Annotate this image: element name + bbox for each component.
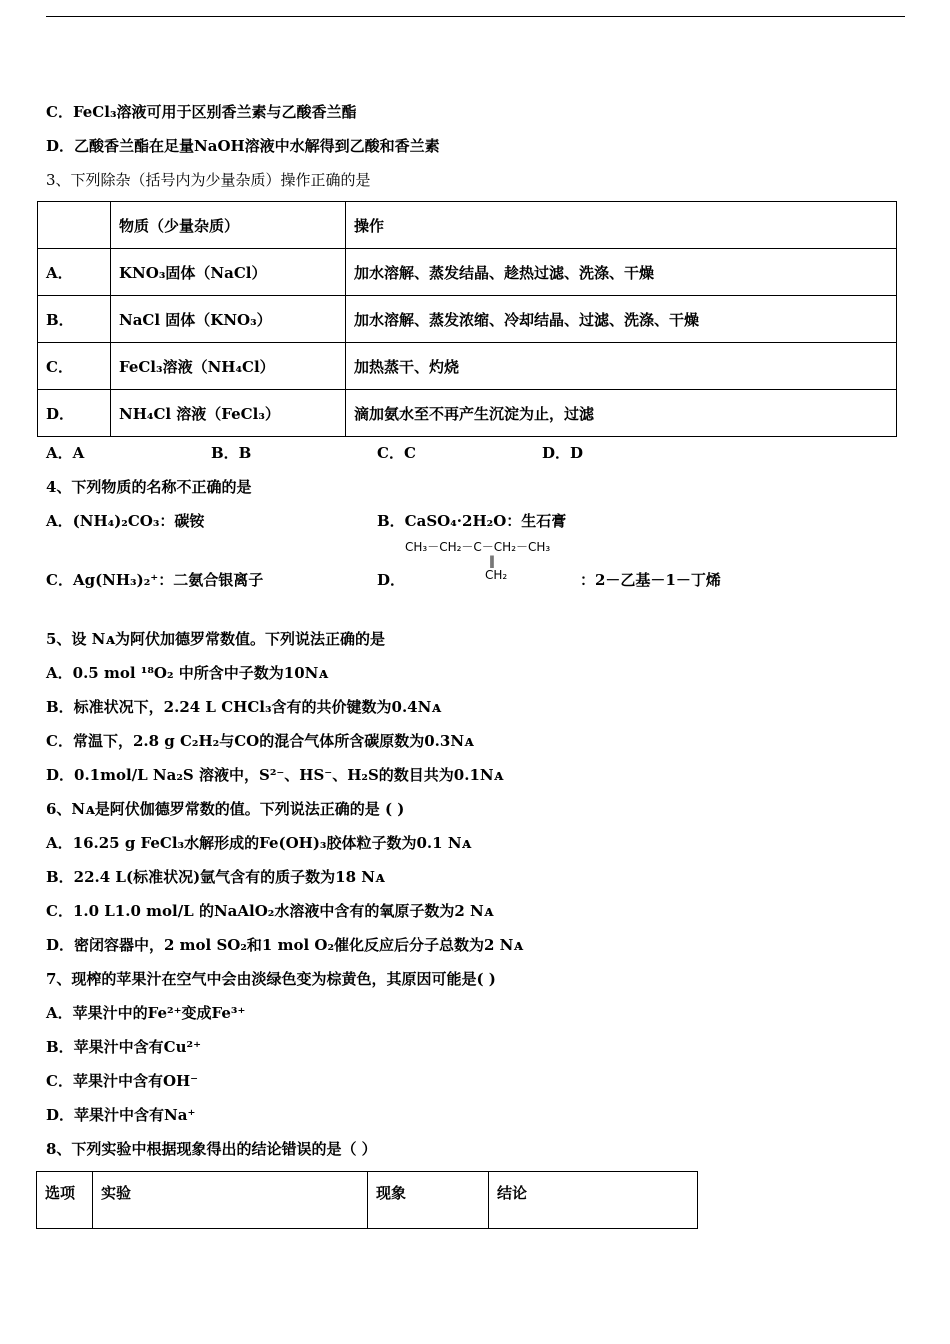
- table-header-row: [37, 1172, 698, 1229]
- table-header-cell: 操作: [346, 202, 897, 249]
- table-header-cell: [38, 202, 111, 249]
- q4-option-d-prefix: D．: [377, 571, 406, 589]
- answer-option-d: D．D: [542, 444, 584, 462]
- answer-option-c: C．C: [377, 444, 416, 462]
- table-header-cell: 结论: [489, 1172, 698, 1229]
- q6-option-c: C．1.0 L1.0 mol/L 的NaAlO₂水溶液中含有的氧原子数为2 Nᴀ: [46, 902, 494, 920]
- table-header-cell: 物质（少量杂质）: [111, 202, 346, 249]
- question-3-title: 3、下列除杂（括号内为少量杂质）操作正确的是: [46, 171, 371, 189]
- table-cell: 加热蒸干、灼烧: [346, 343, 897, 390]
- question-5-title: 5、设 Nᴀ为阿伏加德罗常数值。下列说法正确的是: [46, 630, 385, 648]
- question-7-title: 7、现榨的苹果汁在空气中会由淡绿色变为棕黄色，其原因可能是( ): [46, 970, 496, 988]
- q7-option-a: A．苹果汁中的Fe²⁺变成Fe³⁺: [46, 1004, 246, 1022]
- answer-option-a: A．A: [46, 444, 85, 462]
- structure-main-chain: CH₃－CH₂－C－CH₂－CH₃: [405, 540, 551, 554]
- q7-option-b: B．苹果汁中含有Cu²⁺: [46, 1038, 202, 1056]
- header-rule: [46, 16, 905, 17]
- table-row: [38, 390, 897, 437]
- q4-option-b: B．CaSO₄·2H₂O：生石膏: [377, 512, 567, 530]
- table-row: [38, 249, 897, 296]
- option-d-line: D．乙酸香兰酯在足量NaOH溶液中水解得到乙酸和香兰素: [46, 137, 440, 155]
- q7-option-d: D．苹果汁中含有Na⁺: [46, 1106, 196, 1124]
- table-cell: 滴加氨水至不再产生沉淀为止，过滤: [346, 390, 897, 437]
- q6-option-b: B．22.4 L(标准状况)氩气含有的质子数为18 Nᴀ: [46, 868, 385, 886]
- question-6-title: 6、Nᴀ是阿伏伽德罗常数的值。下列说法正确的是 ( ): [46, 800, 405, 818]
- table-cell: KNO₃固体（NaCl）: [111, 249, 346, 296]
- q5-option-b: B．标准状况下，2.24 L CHCl₃含有的共价键数为0.4Nᴀ: [46, 698, 441, 716]
- question-8-title: 8、下列实验中根据现象得出的结论错误的是（ ）: [46, 1140, 377, 1158]
- table-cell: D．: [38, 390, 111, 437]
- table-header-cell: 实验: [93, 1172, 368, 1229]
- table-cell: NH₄Cl 溶液（FeCl₃）: [111, 390, 346, 437]
- table-row: [38, 296, 897, 343]
- table-row: [38, 343, 897, 390]
- option-c-line: C．FeCl₃溶液可用于区别香兰素与乙酸香兰酯: [46, 103, 357, 121]
- table-header-row: [38, 202, 897, 249]
- table-header-cell: 选项: [37, 1172, 93, 1229]
- table-cell: B．: [38, 296, 111, 343]
- q5-option-c: C．常温下，2.8 g C₂H₂与CO的混合气体所含碳原数为0.3Nᴀ: [46, 732, 474, 750]
- purification-table: [37, 201, 897, 437]
- q6-option-d: D．密闭容器中，2 mol SO₂和1 mol O₂催化反应后分子总数为2 Nᴀ: [46, 936, 524, 954]
- answer-option-b: B．B: [211, 444, 252, 462]
- table-header-cell: 现象: [368, 1172, 489, 1229]
- structure-branch: CH₂: [485, 568, 508, 582]
- structure-double-bond: ‖: [489, 554, 495, 568]
- q5-option-d: D．0.1mol/L Na₂S 溶液中，S²⁻、HS⁻、H₂S的数目共为0.1Nᴀ: [46, 766, 504, 784]
- structural-formula: [405, 540, 550, 582]
- table-cell: FeCl₃溶液（NH₄Cl）: [111, 343, 346, 390]
- table-cell: C．: [38, 343, 111, 390]
- table-cell: 加水溶解、蒸发结晶、趁热过滤、洗涤、干燥: [346, 249, 897, 296]
- table-cell: NaCl 固体（KNO₃）: [111, 296, 346, 343]
- q7-option-c: C．苹果汁中含有OH⁻: [46, 1072, 199, 1090]
- q6-option-a: A．16.25 g FeCl₃水解形成的Fe(OH)₃胶体粒子数为0.1 Nᴀ: [46, 834, 472, 852]
- q5-option-a: A．0.5 mol ¹⁸O₂ 中所含中子数为10Nᴀ: [46, 664, 328, 682]
- table-cell: A．: [38, 249, 111, 296]
- question-4-title: 4、下列物质的名称不正确的是: [46, 478, 252, 496]
- q4-option-a: A．(NH₄)₂CO₃：碳铵: [46, 512, 205, 530]
- experiment-table: [36, 1171, 698, 1229]
- q4-option-d-name: ：2－乙基－1－丁烯: [580, 571, 721, 589]
- table-cell: 加水溶解、蒸发浓缩、冷却结晶、过滤、洗涤、干燥: [346, 296, 897, 343]
- q4-option-c: C．Ag(NH₃)₂⁺：二氨合银离子: [46, 571, 264, 589]
